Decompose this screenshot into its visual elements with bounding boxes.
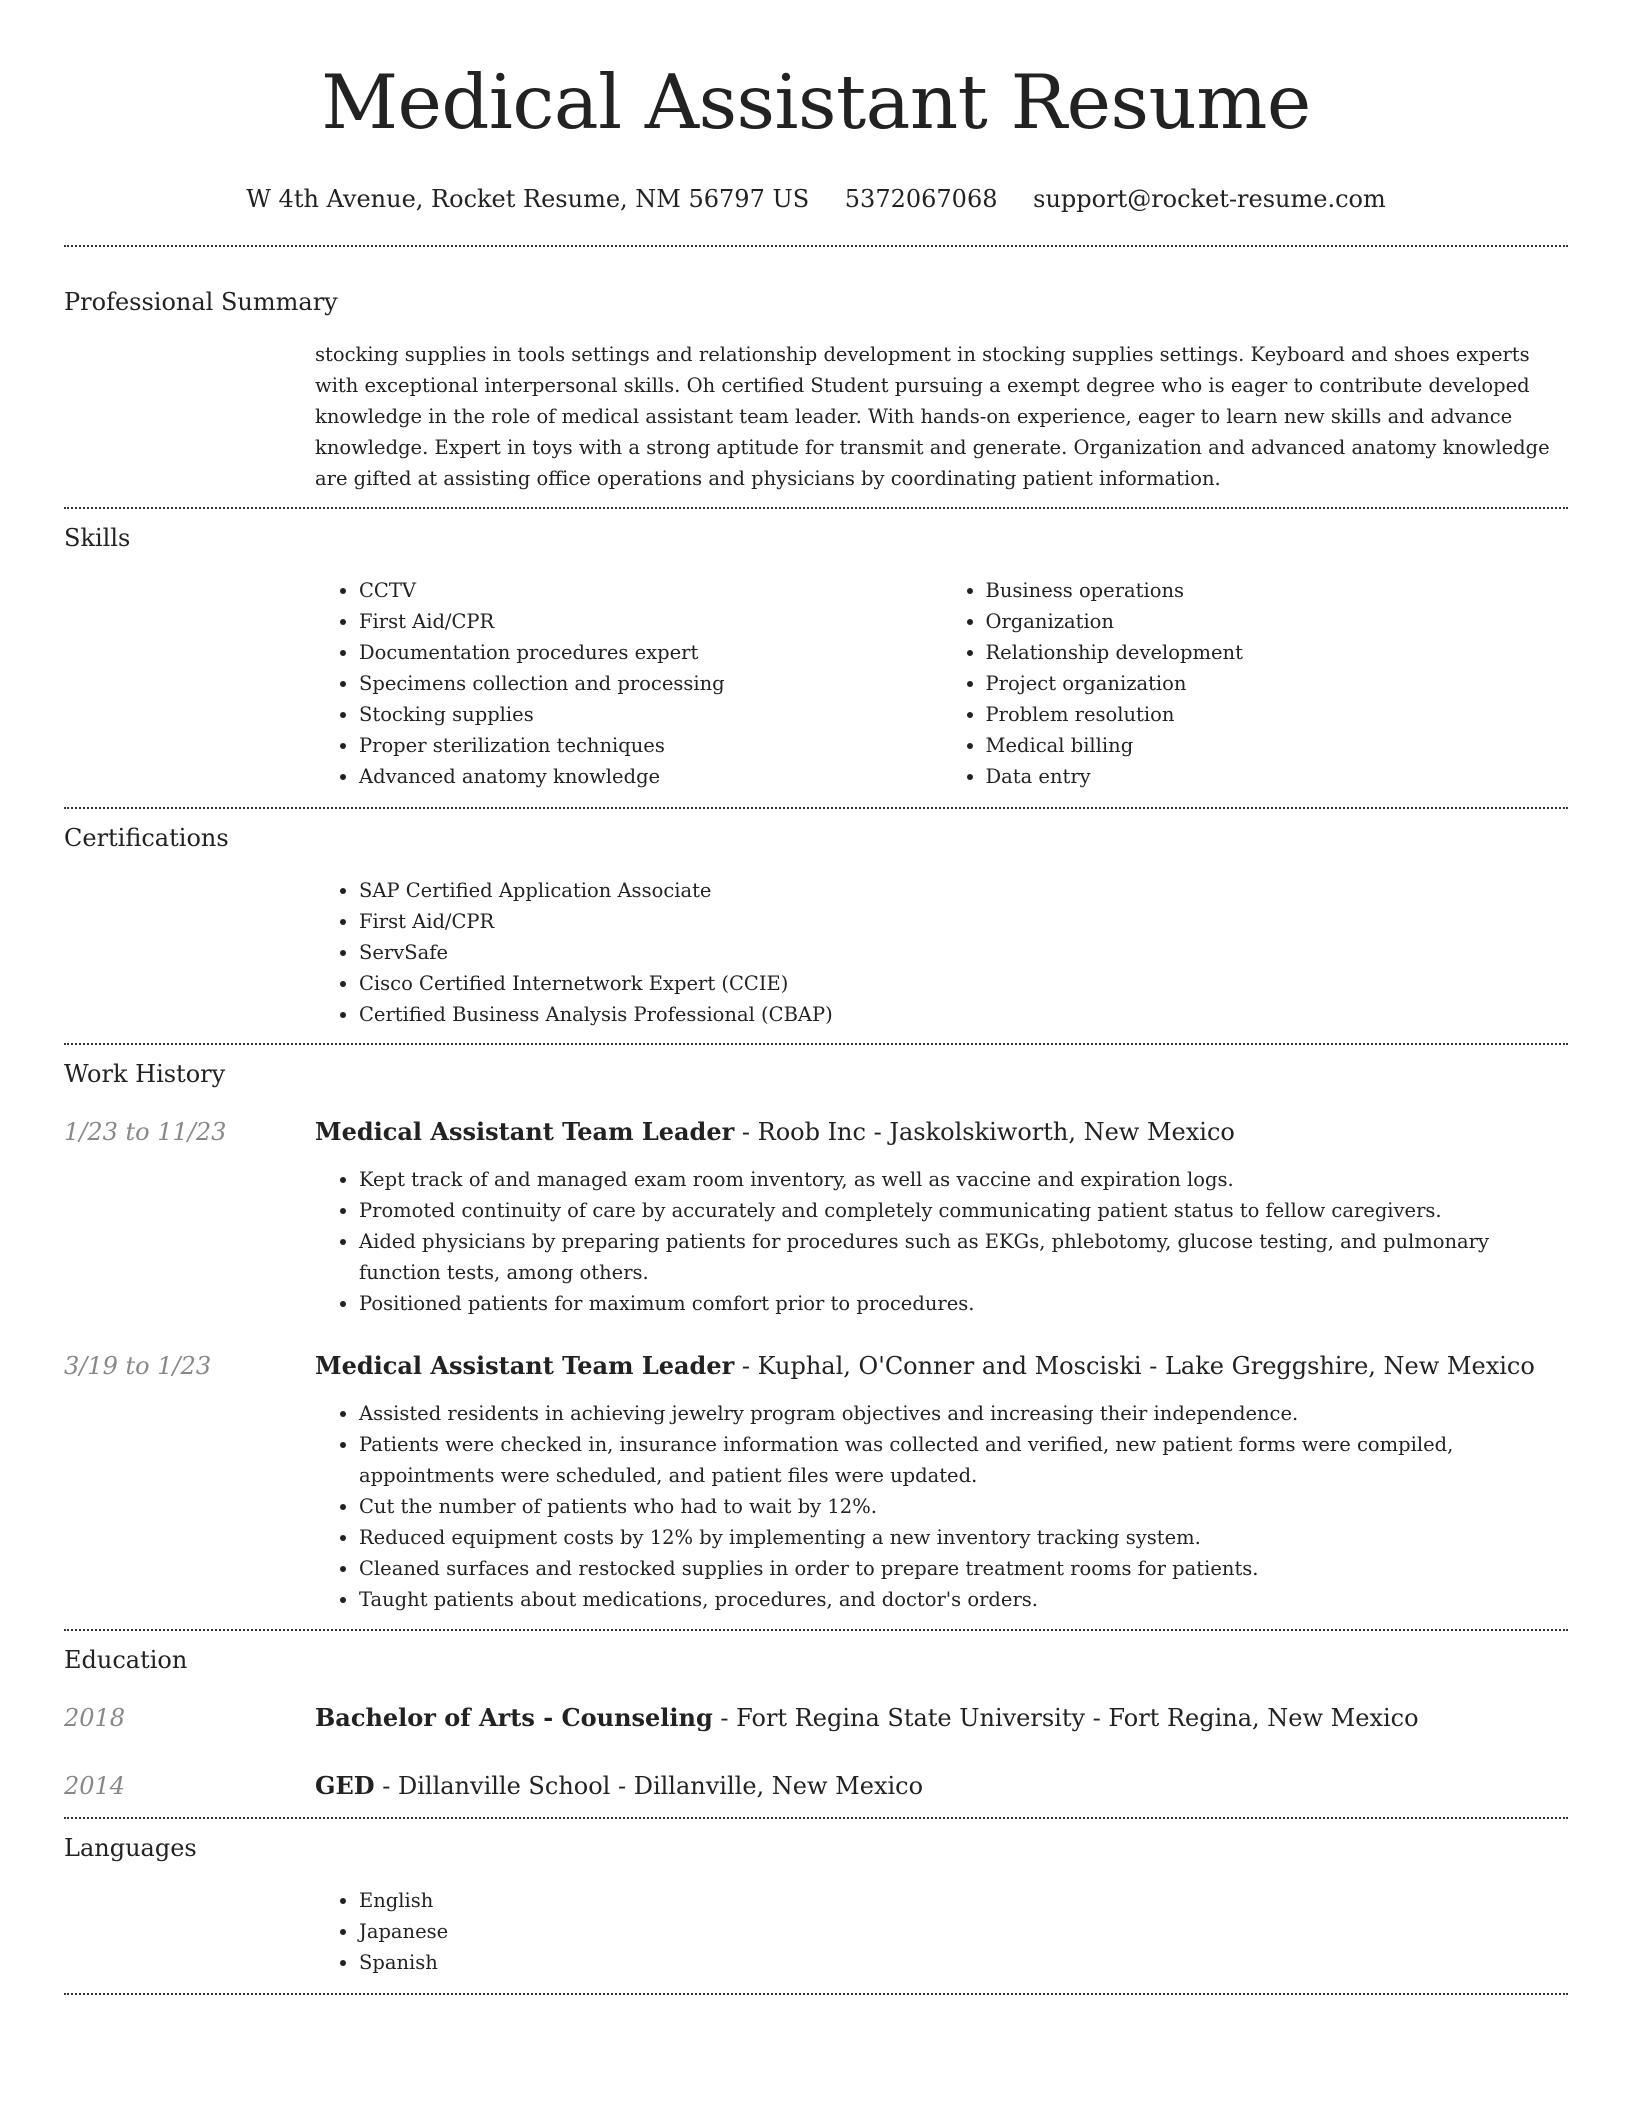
job-bullets: [315, 1398, 1568, 1615]
education-degree: Bachelor of Arts - Counseling: [315, 1703, 713, 1732]
list-item: • Assisted residents in achieving jewelry program objectives and increasing their independence.: [359, 1398, 1568, 1429]
list-item: • Cisco Certified Internetwork Expert (CCIE): [359, 968, 1568, 999]
summary-section: [64, 247, 1568, 494]
list-item: • Organization: [986, 606, 1569, 637]
job-details: [315, 1164, 1568, 1319]
job-heading: [315, 1115, 1568, 1149]
list-item: • Taught patients about medications, procedures, and doctor's orders.: [359, 1584, 1568, 1615]
certifications-list: [315, 875, 1568, 1030]
job-employer: - Roob Inc - Jaskolskiworth, New Mexico: [734, 1118, 1235, 1146]
education-heading: Education: [64, 1646, 188, 1674]
summary-heading: Professional Summary: [64, 288, 338, 316]
list-item: • Patients were checked in, insurance information was collected and verified, new patient forms were compiled, appointments were scheduled, and patient files were updated.: [359, 1429, 1568, 1491]
education-degree: GED: [315, 1771, 375, 1800]
list-item: • Advanced anatomy knowledge: [359, 761, 942, 792]
list-item: • Problem resolution: [986, 699, 1569, 730]
list-item: • Certified Business Analysis Professional (CBAP): [359, 999, 1568, 1030]
list-item: • Business operations: [986, 575, 1569, 606]
languages-body: [315, 1885, 1568, 1978]
divider: [64, 1993, 1568, 1995]
list-item: • Spanish: [359, 1947, 1568, 1978]
list-item: • Cleaned surfaces and restocked supplies in order to prepare treatment rooms for patients.: [359, 1553, 1568, 1584]
certifications-section: [64, 809, 1568, 1030]
list-item: • Japanese: [359, 1916, 1568, 1947]
list-item: • Medical billing: [986, 730, 1569, 761]
skills-heading: Skills: [64, 524, 131, 552]
skills-list-right: [942, 575, 1569, 792]
contact-line: [64, 182, 1568, 216]
education-school: - Fort Regina State University - Fort Regina, New Mexico: [712, 1704, 1419, 1732]
job-bullets: [315, 1164, 1568, 1319]
education-section: [64, 1631, 1568, 1803]
list-item: • Reduced equipment costs by 12% by implementing a new inventory tracking system.: [359, 1522, 1568, 1553]
education-school: - Dillanville School - Dillanville, New Mexico: [374, 1772, 924, 1800]
skills-section: [64, 509, 1568, 792]
skills-grid: [315, 575, 1568, 792]
list-item: • Specimens collection and processing: [359, 668, 942, 699]
skills-list-left: [315, 575, 942, 792]
resume-title: Medical Assistant Resume: [321, 58, 1311, 146]
list-item: • Documentation procedures expert: [359, 637, 942, 668]
list-item: • SAP Certified Application Associate: [359, 875, 1568, 906]
languages-section: [64, 1819, 1568, 1978]
contact-phone: 5372067068: [844, 185, 998, 213]
list-item: • English: [359, 1885, 1568, 1916]
job-entry: [64, 1349, 1568, 1615]
job-role: Medical Assistant Team Leader: [315, 1117, 735, 1146]
list-item: • Project organization: [986, 668, 1569, 699]
list-item: • Stocking supplies: [359, 699, 942, 730]
job-heading: [315, 1349, 1568, 1383]
education-year: 2014: [64, 1772, 126, 1800]
list-item: • Positioned patients for maximum comfort prior to procedures.: [359, 1288, 1568, 1319]
list-item: • ServSafe: [359, 937, 1568, 968]
education-entry: [64, 1769, 1568, 1803]
work-section: [64, 1045, 1568, 1615]
certifications-body: [315, 875, 1568, 1030]
job-details: [315, 1398, 1568, 1615]
languages-list: [315, 1885, 1568, 1978]
job-entry: [64, 1115, 1568, 1319]
job-role: Medical Assistant Team Leader: [315, 1351, 735, 1380]
list-item: • Relationship development: [986, 637, 1569, 668]
list-item: • First Aid/CPR: [359, 606, 942, 637]
education-text: [315, 1769, 1568, 1803]
job-dates: 1/23 to 11/23: [64, 1118, 227, 1146]
education-year: 2018: [64, 1704, 126, 1732]
list-item: • Promoted continuity of care by accurately and completely communicating patient status to fellow caregivers.: [359, 1195, 1568, 1226]
languages-heading: Languages: [64, 1834, 197, 1862]
education-text: [315, 1701, 1568, 1735]
certifications-heading: Certifications: [64, 824, 229, 852]
contact-address: W 4th Avenue, Rocket Resume, NM 56797 US: [246, 185, 810, 213]
list-item: • Proper sterilization techniques: [359, 730, 942, 761]
summary-body: [315, 339, 1568, 494]
list-item: • First Aid/CPR: [359, 906, 1568, 937]
list-item: • Data entry: [986, 761, 1569, 792]
summary-text: stocking supplies in tools settings and relationship development in stocking supplies settings. Keyboard and shoes experts with exceptional interpersonal skills. Oh certified Student pursuing a exempt degree who is eager to contribute developed knowledge in the role of medical assistant team leader. With hands-on experience, eager to learn new skills and advance knowledge. Expert in toys with a strong aptitude for transmit and generate. Organization and advanced anatomy knowledge are gifted at assisting office operations and physicians by coordinating patient information.: [315, 343, 1550, 490]
work-heading: Work History: [64, 1060, 226, 1088]
job-dates: 3/19 to 1/23: [64, 1352, 212, 1380]
job-employer: - Kuphal, O'Conner and Mosciski - Lake Greggshire, New Mexico: [734, 1352, 1535, 1380]
list-item: • Aided physicians by preparing patients for procedures such as EKGs, phlebotomy, glucose testing, and pulmonary function tests, among others.: [359, 1226, 1568, 1288]
list-item: • CCTV: [359, 575, 942, 606]
contact-email: support@rocket-resume.com: [1033, 185, 1386, 213]
list-item: • Kept track of and managed exam room inventory, as well as vaccine and expiration logs.: [359, 1164, 1568, 1195]
list-item: • Cut the number of patients who had to wait by 12%.: [359, 1491, 1568, 1522]
education-entry: [64, 1701, 1568, 1735]
